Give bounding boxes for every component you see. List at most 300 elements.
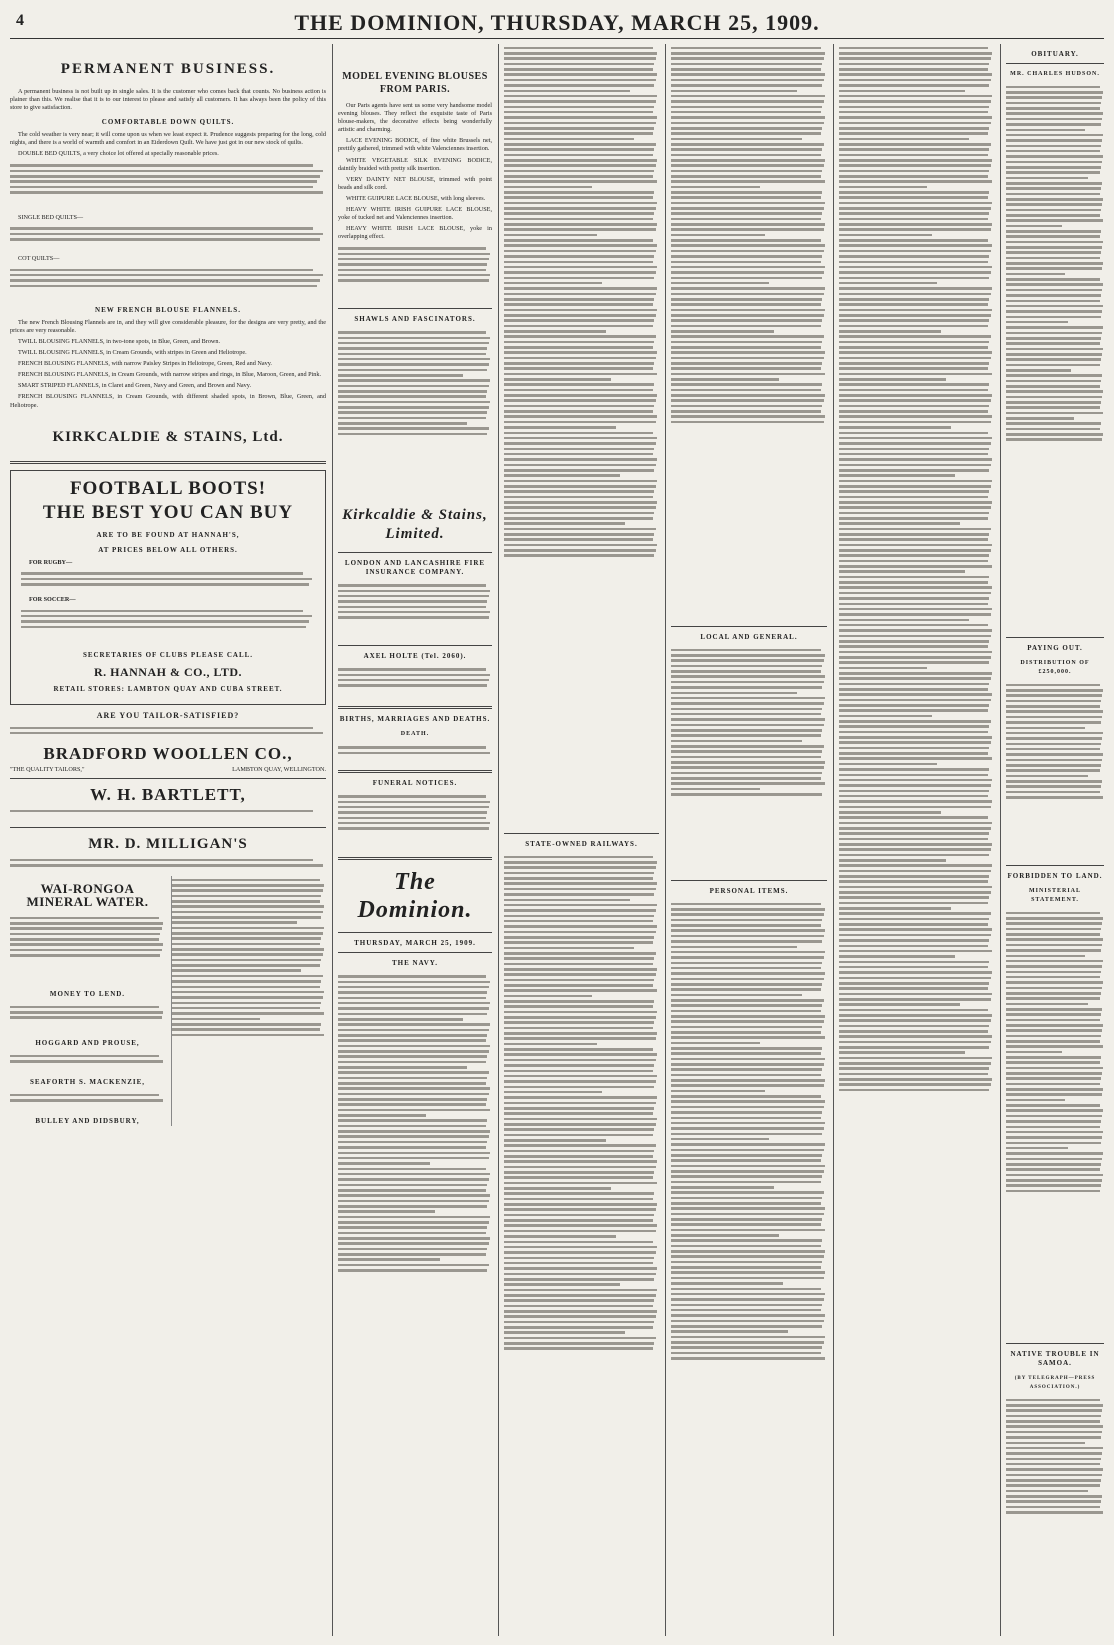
text-line xyxy=(338,1130,490,1133)
money-text xyxy=(10,1003,165,1033)
text-line xyxy=(338,1093,489,1096)
text-line xyxy=(839,950,992,953)
text-line xyxy=(671,127,822,130)
text-line xyxy=(671,951,825,954)
text-line xyxy=(504,554,654,557)
text-line xyxy=(1006,251,1101,254)
text-line xyxy=(839,955,955,958)
text-line xyxy=(504,963,653,966)
flannel-item: FRENCH BLOUSING FLANNELS, in Cream Grounds, with different shaded spots, in Brown, Blue, Green, and Heliotrope. xyxy=(10,393,326,409)
text-line xyxy=(504,1241,653,1244)
text-line xyxy=(839,576,989,579)
text-line xyxy=(671,772,822,775)
text-line xyxy=(338,422,467,425)
text-line xyxy=(671,1229,825,1232)
text-line xyxy=(504,882,657,885)
text-line xyxy=(839,314,991,317)
text-line xyxy=(839,1030,988,1033)
text-line xyxy=(1006,337,1101,340)
text-line xyxy=(1006,102,1101,105)
text-line xyxy=(671,1090,765,1093)
text-line xyxy=(504,218,653,221)
text-line xyxy=(504,931,656,934)
flannel-item: FRENCH BLOUSING FLANNELS, with narrow Paisley Stripes in Heliotrope, Green, Red and Navy. xyxy=(18,360,272,368)
divider xyxy=(338,952,492,953)
football-title: FOOTBALL BOOTS! xyxy=(69,477,267,499)
text-line xyxy=(1006,1163,1101,1166)
text-line xyxy=(839,795,988,798)
text-line xyxy=(671,394,825,397)
text-line xyxy=(1006,1029,1102,1032)
bradford-line xyxy=(10,766,326,774)
text-line xyxy=(839,57,991,60)
blouse-item: LACE EVENING BODICE, of fine white Brussels net, prettily gathered, trimmed with white Valenciennes insertion. xyxy=(338,137,492,153)
text-line xyxy=(504,453,653,456)
text-line xyxy=(504,330,606,333)
text-line xyxy=(671,1197,822,1200)
forbidden-article xyxy=(1006,909,1104,1339)
blouse-item: WHITE VEGETABLE SILK EVENING BODICE, daintily braided with pretty silk insertion. xyxy=(338,156,492,172)
obituary-subheading: MR. CHARLES HUDSON. xyxy=(1010,71,1100,77)
text-line xyxy=(338,395,486,398)
text-line xyxy=(504,154,653,157)
tailor-text xyxy=(10,724,326,742)
text-line xyxy=(671,1213,824,1216)
text-line xyxy=(338,1061,486,1064)
text-line xyxy=(839,218,988,221)
funeral-text xyxy=(338,792,492,852)
text-line xyxy=(338,279,489,282)
text-line xyxy=(504,1315,656,1318)
text-line xyxy=(10,175,320,178)
text-line xyxy=(839,191,989,194)
bradford-name: BRADFORD WOOLLEN CO., xyxy=(43,743,293,763)
column-5 xyxy=(839,44,994,1636)
text-line xyxy=(1006,332,1102,335)
text-line xyxy=(839,667,927,670)
text-line xyxy=(338,991,487,994)
text-line xyxy=(671,325,821,328)
text-line xyxy=(338,347,487,350)
column-2 xyxy=(338,44,492,1636)
text-line xyxy=(671,1138,769,1141)
births-heading: BIRTHS, MARRIAGES AND DEATHS. xyxy=(339,715,491,724)
text-line xyxy=(10,164,313,167)
text-line xyxy=(338,1050,489,1053)
text-line xyxy=(338,1232,486,1235)
text-line xyxy=(10,810,313,813)
text-line xyxy=(504,175,653,178)
text-line xyxy=(504,250,656,253)
text-line xyxy=(671,1314,825,1317)
text-line xyxy=(21,615,312,618)
flannel-item: SMART STRIPED FLANNELS, in Claret and Green, Navy and Green, and Brown and Navy. xyxy=(18,382,251,390)
text-line xyxy=(338,390,487,393)
text-line xyxy=(338,1007,489,1010)
text-line xyxy=(671,1052,821,1055)
text-line xyxy=(504,1208,656,1211)
text-line xyxy=(839,619,969,622)
text-line xyxy=(504,138,634,141)
text-line xyxy=(1006,230,1101,233)
text-line xyxy=(1006,981,1103,984)
text-line xyxy=(1006,753,1103,756)
text-line xyxy=(1006,1425,1103,1428)
text-line xyxy=(839,635,991,638)
text-line xyxy=(10,1006,159,1009)
text-line xyxy=(839,886,992,889)
text-line xyxy=(1006,1463,1100,1466)
text-line xyxy=(504,1182,657,1185)
flannel-item: TWILL BLOUSING FLANNELS, in two-tone spots, in Blue, Green, and Brown. xyxy=(18,337,221,345)
text-line xyxy=(839,485,991,488)
text-line xyxy=(504,1096,657,1099)
price-list xyxy=(10,225,326,255)
text-line xyxy=(671,1149,824,1152)
text-line xyxy=(504,84,654,87)
text-line xyxy=(504,351,657,354)
divider xyxy=(338,308,492,309)
text-line xyxy=(1006,716,1102,719)
text-line xyxy=(504,1299,654,1302)
text-line xyxy=(1006,791,1100,794)
text-line xyxy=(671,935,824,938)
text-line xyxy=(504,1043,597,1046)
text-line xyxy=(1006,917,1103,920)
text-line xyxy=(839,52,992,55)
column-rule xyxy=(1000,44,1001,1636)
text-line xyxy=(1006,225,1062,228)
text-line xyxy=(504,378,611,381)
text-line xyxy=(1006,321,1068,324)
text-line xyxy=(839,560,988,563)
text-line xyxy=(839,822,992,825)
text-line xyxy=(338,1141,487,1144)
text-line xyxy=(839,709,988,712)
text-line xyxy=(1006,1088,1103,1091)
text-line xyxy=(671,956,824,959)
text-line xyxy=(504,1331,625,1334)
text-line xyxy=(504,528,656,531)
text-line xyxy=(504,1230,656,1233)
text-line xyxy=(839,859,946,862)
text-line xyxy=(1006,198,1103,201)
text-line xyxy=(1006,1115,1102,1118)
text-line xyxy=(338,374,463,377)
text-line xyxy=(1006,1056,1101,1059)
text-line xyxy=(839,73,992,76)
text-line xyxy=(671,90,797,93)
text-line xyxy=(839,309,992,312)
text-line xyxy=(504,501,657,504)
text-line xyxy=(839,656,991,659)
text-line xyxy=(504,223,657,226)
text-line xyxy=(504,170,654,173)
text-line xyxy=(1006,385,1100,388)
text-line xyxy=(839,779,992,782)
text-line xyxy=(10,180,317,183)
seaforth-name: SEAFORTH S. MACKENZIE, xyxy=(29,1077,146,1086)
text-line xyxy=(839,1041,991,1044)
text-line xyxy=(1006,727,1085,730)
text-line xyxy=(839,63,989,66)
personal-heading: PERSONAL ITEMS. xyxy=(709,887,789,895)
text-line xyxy=(1006,246,1102,249)
text-line xyxy=(1006,134,1103,137)
text-line xyxy=(839,827,991,830)
text-line xyxy=(504,1294,656,1297)
text-line xyxy=(671,913,824,916)
text-line xyxy=(671,95,825,98)
text-line xyxy=(338,1258,440,1261)
text-line xyxy=(671,100,824,103)
text-line xyxy=(1006,1415,1101,1418)
text-line xyxy=(504,159,657,162)
text-line xyxy=(839,864,992,867)
shawls-list xyxy=(338,328,492,498)
hoggard-text xyxy=(10,1052,165,1072)
text-line xyxy=(504,298,654,301)
text-line xyxy=(839,68,988,71)
money-heading: MONEY TO LEND. xyxy=(49,989,126,998)
text-line xyxy=(504,538,653,541)
text-line xyxy=(21,620,309,623)
text-line xyxy=(504,239,653,242)
obituary-heading: OBITUARY. xyxy=(1031,50,1079,58)
text-line xyxy=(1006,1484,1100,1487)
text-line xyxy=(338,674,490,677)
text-line xyxy=(671,250,824,253)
text-line xyxy=(839,704,989,707)
text-line xyxy=(10,732,323,735)
text-line xyxy=(338,795,486,798)
text-line xyxy=(10,238,320,241)
text-line xyxy=(671,761,825,764)
text-line xyxy=(671,282,769,285)
text-line xyxy=(504,1176,653,1179)
text-line xyxy=(10,859,313,862)
text-line xyxy=(671,63,822,66)
text-line xyxy=(338,1002,490,1005)
text-line xyxy=(504,399,656,402)
text-line xyxy=(504,57,656,60)
text-line xyxy=(1006,1184,1101,1187)
text-line xyxy=(21,610,303,613)
text-line xyxy=(1006,203,1102,206)
text-line xyxy=(504,1080,656,1083)
text-line xyxy=(504,319,654,322)
text-line xyxy=(839,100,991,103)
text-line xyxy=(504,1267,657,1270)
text-line xyxy=(504,1086,654,1089)
text-line xyxy=(839,480,992,483)
hannah-name: R. HANNAH & CO., LTD. xyxy=(93,664,243,679)
text-line xyxy=(839,565,992,568)
text-line xyxy=(839,432,988,435)
text-line xyxy=(504,116,657,119)
text-line xyxy=(1006,928,1101,931)
text-line xyxy=(671,1245,821,1248)
text-line xyxy=(839,1067,989,1070)
text-line xyxy=(504,212,654,215)
hotel-ads xyxy=(171,876,326,1126)
text-line xyxy=(839,228,991,231)
text-line xyxy=(671,212,822,215)
text-line xyxy=(338,811,487,814)
divider xyxy=(338,552,492,553)
text-line xyxy=(1006,91,1103,94)
text-line xyxy=(671,228,824,231)
text-line xyxy=(172,921,297,924)
text-line xyxy=(504,1016,656,1019)
text-line xyxy=(504,544,657,547)
text-line xyxy=(338,1152,490,1155)
hannah-stores: RETAIL STORES: LAMBTON QUAY AND CUBA STREET. xyxy=(53,684,283,693)
text-line xyxy=(172,980,321,983)
text-line xyxy=(504,346,653,349)
paying-subheading: DISTRIBUTION OF £250,000. xyxy=(1020,660,1090,675)
text-line xyxy=(1006,257,1100,260)
text-line xyxy=(671,138,802,141)
text-line xyxy=(1006,1104,1100,1107)
text-line xyxy=(1006,428,1100,431)
text-line xyxy=(504,95,657,98)
text-line xyxy=(504,1048,653,1051)
text-line xyxy=(338,1264,489,1267)
column-rule xyxy=(833,44,834,1636)
text-line xyxy=(839,688,988,691)
text-line xyxy=(504,1123,656,1126)
text-line xyxy=(504,1112,653,1115)
text-line xyxy=(671,399,824,402)
text-line xyxy=(839,661,989,664)
column-rule xyxy=(665,44,666,1636)
text-line xyxy=(839,987,988,990)
text-line xyxy=(671,1181,821,1184)
text-line xyxy=(504,1235,616,1238)
text-line xyxy=(338,1194,490,1197)
text-line xyxy=(10,864,323,867)
text-line xyxy=(338,1077,487,1080)
text-line xyxy=(839,180,992,183)
text-line xyxy=(1006,1131,1103,1134)
text-line xyxy=(338,975,486,978)
text-line xyxy=(671,1277,824,1280)
text-line xyxy=(338,1173,490,1176)
text-line xyxy=(1006,684,1100,687)
text-line xyxy=(338,258,489,261)
text-line xyxy=(839,212,989,215)
text-line xyxy=(839,1083,991,1086)
text-line xyxy=(1006,938,1103,941)
text-line xyxy=(839,854,989,857)
text-line xyxy=(1006,150,1100,153)
text-line xyxy=(338,1248,487,1251)
text-line xyxy=(1006,118,1102,121)
text-line xyxy=(671,946,797,949)
text-line xyxy=(504,202,657,205)
obituary-article xyxy=(1006,83,1104,633)
text-line xyxy=(1006,1067,1103,1070)
text-line xyxy=(10,233,323,236)
text-line xyxy=(1006,1099,1065,1102)
text-line xyxy=(1006,1120,1101,1123)
text-line xyxy=(839,1073,988,1076)
navy-heading: THE NAVY. xyxy=(392,959,438,968)
text-line xyxy=(671,341,822,344)
text-line xyxy=(504,866,656,869)
text-line xyxy=(338,379,490,382)
text-line xyxy=(504,437,657,440)
text-line xyxy=(1006,267,1102,270)
double-bed-item: DOUBLE BED QUILTS, a very choice lot offered at specially reasonable prices. xyxy=(18,150,219,158)
text-line xyxy=(671,52,825,55)
text-line xyxy=(504,1224,657,1227)
text-line xyxy=(671,367,821,370)
text-line xyxy=(839,132,988,135)
text-line xyxy=(172,932,323,935)
text-line xyxy=(504,335,656,338)
text-line xyxy=(1006,406,1100,409)
issue-date: THURSDAY, MARCH 25, 1909. xyxy=(354,939,476,948)
text-line xyxy=(671,1207,825,1210)
text-line xyxy=(839,1051,965,1054)
text-line xyxy=(839,528,991,531)
text-line xyxy=(338,253,490,256)
text-line xyxy=(338,401,490,404)
text-line xyxy=(839,998,991,1001)
text-line xyxy=(671,132,821,135)
text-line xyxy=(671,1127,824,1130)
text-line xyxy=(839,261,988,264)
text-line xyxy=(1006,1490,1088,1493)
text-line xyxy=(839,752,988,755)
text-line xyxy=(504,1321,654,1324)
blouse-item: HEAVY WHITE IRISH GUIPURE LACE BLOUSE, yoke of tucked net and Valenciennes insertion. xyxy=(338,206,492,222)
text-line xyxy=(671,314,824,317)
text-line xyxy=(1006,764,1101,767)
text-line xyxy=(671,1058,825,1061)
text-line xyxy=(839,501,992,504)
text-line xyxy=(338,358,490,361)
text-line xyxy=(839,522,960,525)
text-line xyxy=(839,79,991,82)
text-line xyxy=(1006,1019,1100,1022)
text-line xyxy=(338,590,490,593)
text-line xyxy=(1006,694,1102,697)
text-line xyxy=(839,474,955,477)
milligan-name: MR. D. MILLIGAN'S xyxy=(88,835,248,852)
text-line xyxy=(839,928,992,931)
masthead xyxy=(10,8,1104,39)
text-line xyxy=(839,111,988,114)
text-line xyxy=(671,1293,825,1296)
column-rule xyxy=(332,44,333,1636)
text-line xyxy=(1006,283,1103,286)
text-line xyxy=(671,330,774,333)
text-line xyxy=(671,1255,824,1258)
text-line xyxy=(839,496,988,499)
text-line xyxy=(671,346,821,349)
text-line xyxy=(839,357,991,360)
text-line xyxy=(839,645,988,648)
text-line xyxy=(504,1257,654,1260)
text-line xyxy=(839,554,989,557)
text-line xyxy=(671,929,825,932)
text-line xyxy=(671,1143,825,1146)
text-line xyxy=(1006,193,1100,196)
text-line xyxy=(839,741,991,744)
